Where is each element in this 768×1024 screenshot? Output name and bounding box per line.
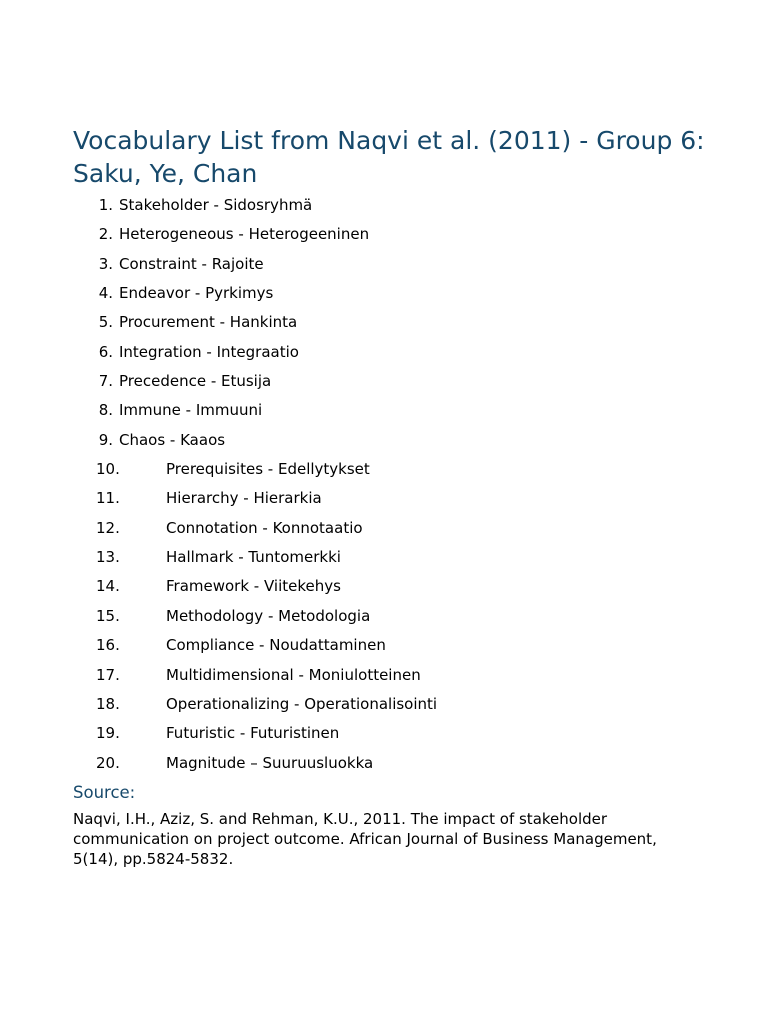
document-title: Vocabulary List from Naqvi et al. (2011) - Group 6: Saku, Ye, Chan <box>73 126 705 188</box>
list-item <box>0 749 768 778</box>
list-item <box>0 690 768 719</box>
item-number: 10. <box>96 460 120 479</box>
item-text: Methodology - Metodologia <box>166 606 371 625</box>
item-number: 1. <box>98 196 113 214</box>
item-number: 11. <box>96 489 120 508</box>
source-heading: Source: <box>73 783 136 802</box>
item-text: Chaos - Kaaos <box>119 430 226 449</box>
vocabulary-list <box>0 191 768 778</box>
list-item <box>0 367 768 396</box>
item-text: Magnitude – Suuruusluokka <box>166 753 374 772</box>
item-number: 3. <box>98 254 113 273</box>
item-text: Operationalizing - Operationalisointi <box>166 694 438 713</box>
source-citation: Naqvi, I.H., Aziz, S. and Rehman, K.U., 2011. The impact of stakeholder communication on project outcome. African Journal of Business Management, 5(14), pp.5824-5832. <box>73 810 657 868</box>
item-number: 2. <box>98 225 113 244</box>
list-item <box>0 719 768 748</box>
item-text: Multidimensional - Moniulotteinen <box>166 665 421 684</box>
item-number: 5. <box>98 313 113 332</box>
item-number: 18. <box>96 694 120 713</box>
item-number: 20. <box>96 753 120 772</box>
list-item <box>0 572 768 601</box>
item-number: 14. <box>96 577 120 596</box>
list-item <box>0 308 768 337</box>
item-number: 13. <box>96 548 120 567</box>
list-item <box>0 220 768 249</box>
item-number: 12. <box>96 518 120 537</box>
list-item <box>0 279 768 308</box>
item-number: 8. <box>98 401 113 420</box>
item-text: Futuristic - Futuristinen <box>166 724 340 743</box>
list-item <box>0 455 768 484</box>
item-number: 9. <box>98 430 113 449</box>
list-item <box>0 602 768 631</box>
list-item <box>0 338 768 367</box>
list-item <box>0 484 768 513</box>
item-text: Compliance - Noudattaminen <box>166 636 386 655</box>
item-text: Connotation - Konnotaatio <box>166 518 363 537</box>
item-text: Stakeholder - Sidosryhmä <box>119 196 313 214</box>
item-text: Hierarchy - Hierarkia <box>166 489 322 508</box>
item-text: Heterogeneous - Heterogeeninen <box>119 225 370 244</box>
list-item <box>0 250 768 279</box>
list-item <box>0 543 768 572</box>
list-item <box>0 631 768 660</box>
list-item <box>0 191 768 220</box>
item-text: Procurement - Hankinta <box>119 313 298 332</box>
list-item <box>0 661 768 690</box>
item-text: Immune - Immuuni <box>119 401 263 420</box>
item-number: 7. <box>98 372 113 391</box>
item-text: Framework - Viitekehys <box>166 577 341 596</box>
item-number: 16. <box>96 636 120 655</box>
item-text: Precedence - Etusija <box>119 372 272 391</box>
item-text: Constraint - Rajoite <box>119 254 264 273</box>
item-number: 15. <box>96 606 120 625</box>
item-number: 6. <box>98 342 113 361</box>
item-text: Integration - Integraatio <box>119 342 299 361</box>
list-item <box>0 396 768 425</box>
item-text: Prerequisites - Edellytykset <box>166 460 370 479</box>
item-number: 4. <box>98 284 113 303</box>
item-number: 17. <box>96 665 120 684</box>
item-number: 19. <box>96 724 120 743</box>
item-text: Endeavor - Pyrkimys <box>119 284 274 303</box>
list-item <box>0 426 768 455</box>
item-text: Hallmark - Tuntomerkki <box>166 548 341 567</box>
list-item <box>0 514 768 543</box>
